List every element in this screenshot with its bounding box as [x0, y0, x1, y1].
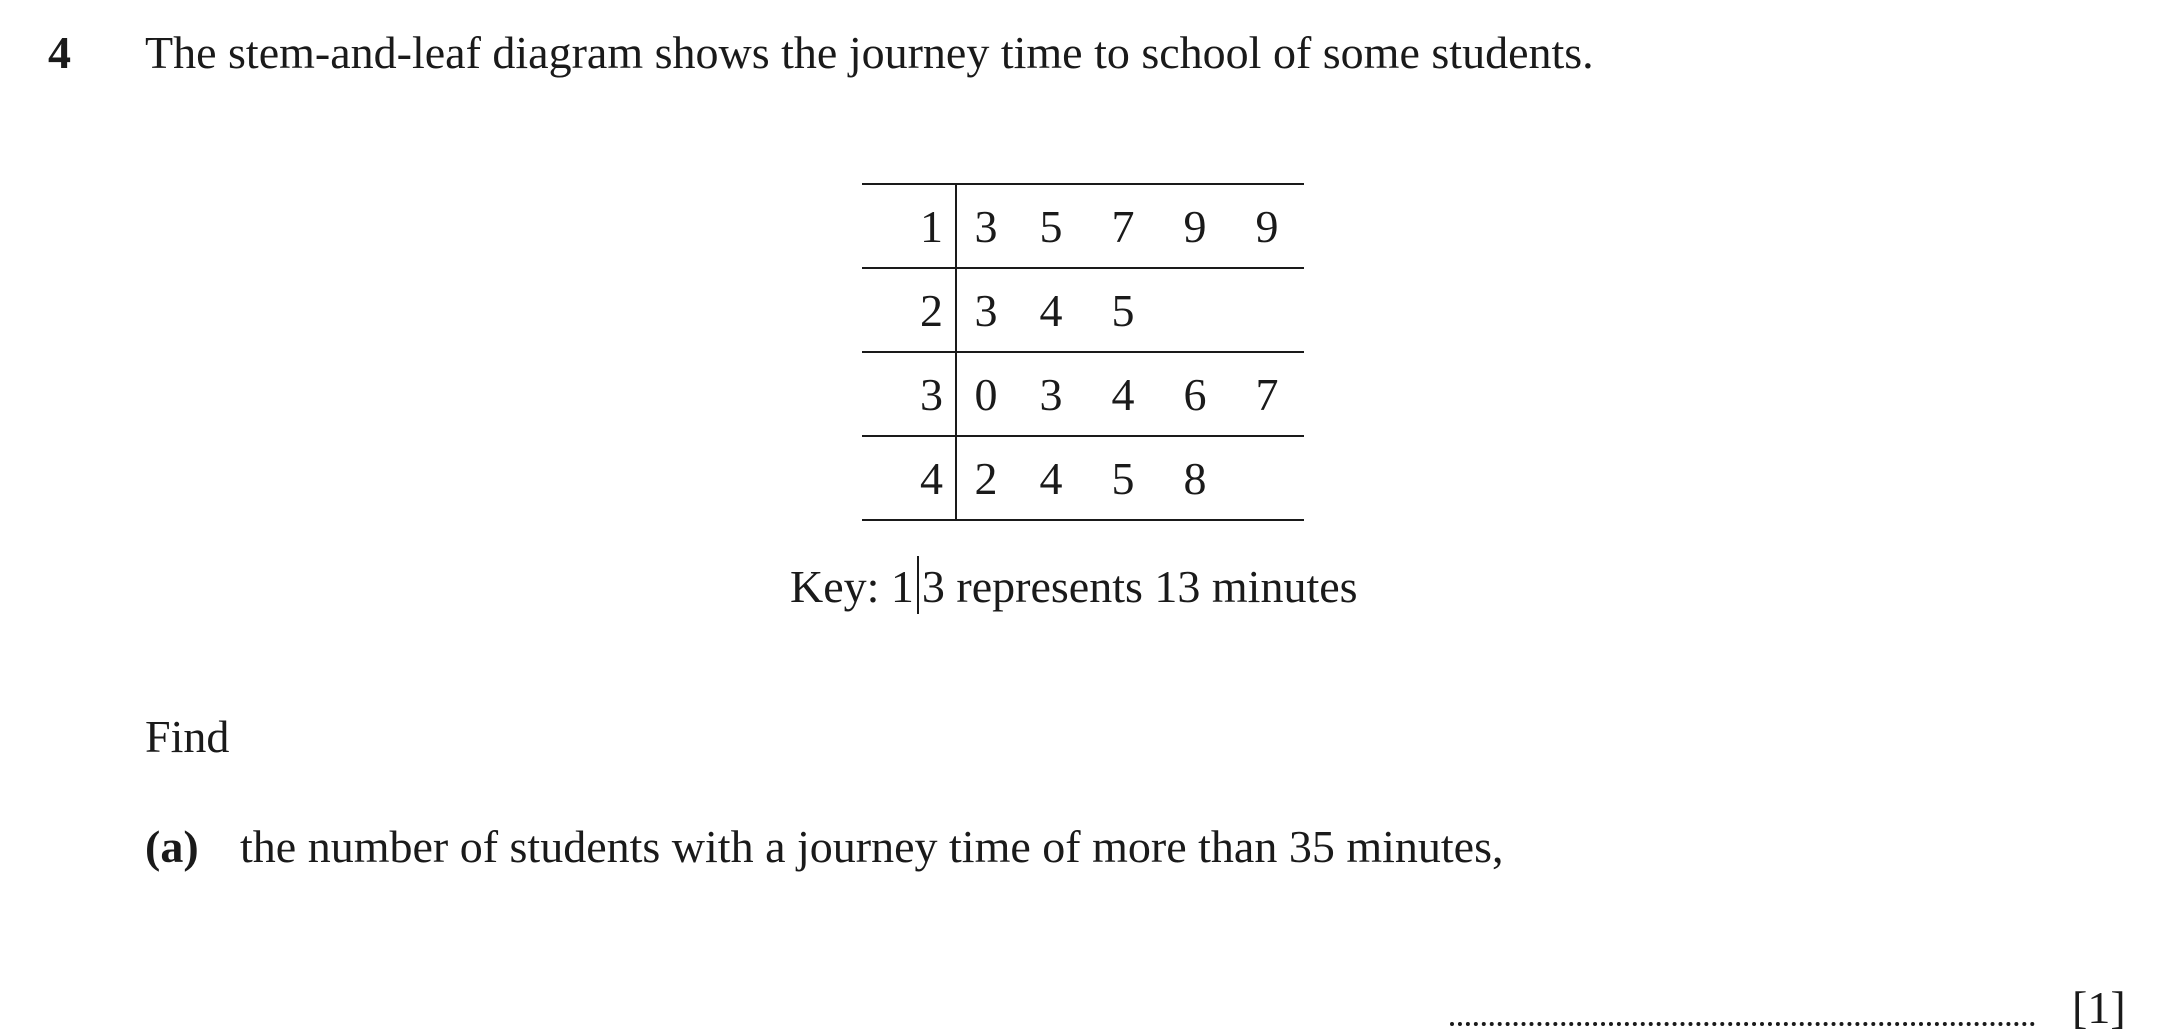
- question-number: 4: [48, 27, 71, 78]
- part-a-marks: [1]: [2072, 982, 2126, 1033]
- leaf-value: 4: [1039, 452, 1063, 504]
- part-a-text: the number of students with a journey time of more than 35 minutes,: [240, 821, 1504, 872]
- leaf-value: 3: [1039, 368, 1063, 420]
- leaf-value: 9: [1183, 200, 1207, 252]
- leaf-cell: [956, 352, 1304, 436]
- leaf-value: 5: [1111, 452, 1135, 504]
- diagram-key: [790, 556, 1358, 614]
- leaf-value: 4: [1111, 368, 1135, 420]
- find-label: Find: [145, 711, 230, 762]
- stem-value: 1: [862, 184, 956, 268]
- leaf-value: 6: [1183, 368, 1207, 420]
- stem-leaf-row: [862, 184, 1304, 268]
- key-leaf: 3: [921, 561, 945, 612]
- leaf-cell: [956, 436, 1304, 520]
- leaf-cell: [956, 184, 1304, 268]
- key-divider: [917, 556, 919, 614]
- stem-value: 3: [862, 352, 956, 436]
- stem-value: 2: [862, 268, 956, 352]
- leaf-value: 0: [974, 368, 998, 420]
- leaf-value: 7: [1255, 368, 1279, 420]
- question-intro: The stem-and-leaf diagram shows the journey time to school of some students.: [145, 27, 1594, 78]
- leaf-value: 8: [1183, 452, 1207, 504]
- stem-leaf-row: [862, 436, 1304, 520]
- leaf-value: 4: [1039, 284, 1063, 336]
- stem-and-leaf-diagram: [862, 183, 1304, 521]
- stem-value: 4: [862, 436, 956, 520]
- part-a-label: (a): [145, 821, 199, 872]
- stem-and-leaf-body: [862, 184, 1304, 520]
- key-suffix: represents 13 minutes: [944, 561, 1358, 612]
- leaf-value: 7: [1111, 200, 1135, 252]
- stem-leaf-row: [862, 352, 1304, 436]
- answer-line[interactable]: [1450, 1022, 2035, 1026]
- leaf-value: 5: [1111, 284, 1135, 336]
- key-stem: 1: [890, 561, 914, 612]
- key-prefix: Key:: [790, 561, 891, 612]
- stem-leaf-row: [862, 268, 1304, 352]
- leaf-cell: [956, 268, 1304, 352]
- leaf-value: 2: [974, 452, 998, 504]
- leaf-value: 5: [1039, 200, 1063, 252]
- leaf-value: 3: [974, 200, 998, 252]
- leaf-value: 9: [1255, 200, 1279, 252]
- leaf-value: 3: [974, 284, 998, 336]
